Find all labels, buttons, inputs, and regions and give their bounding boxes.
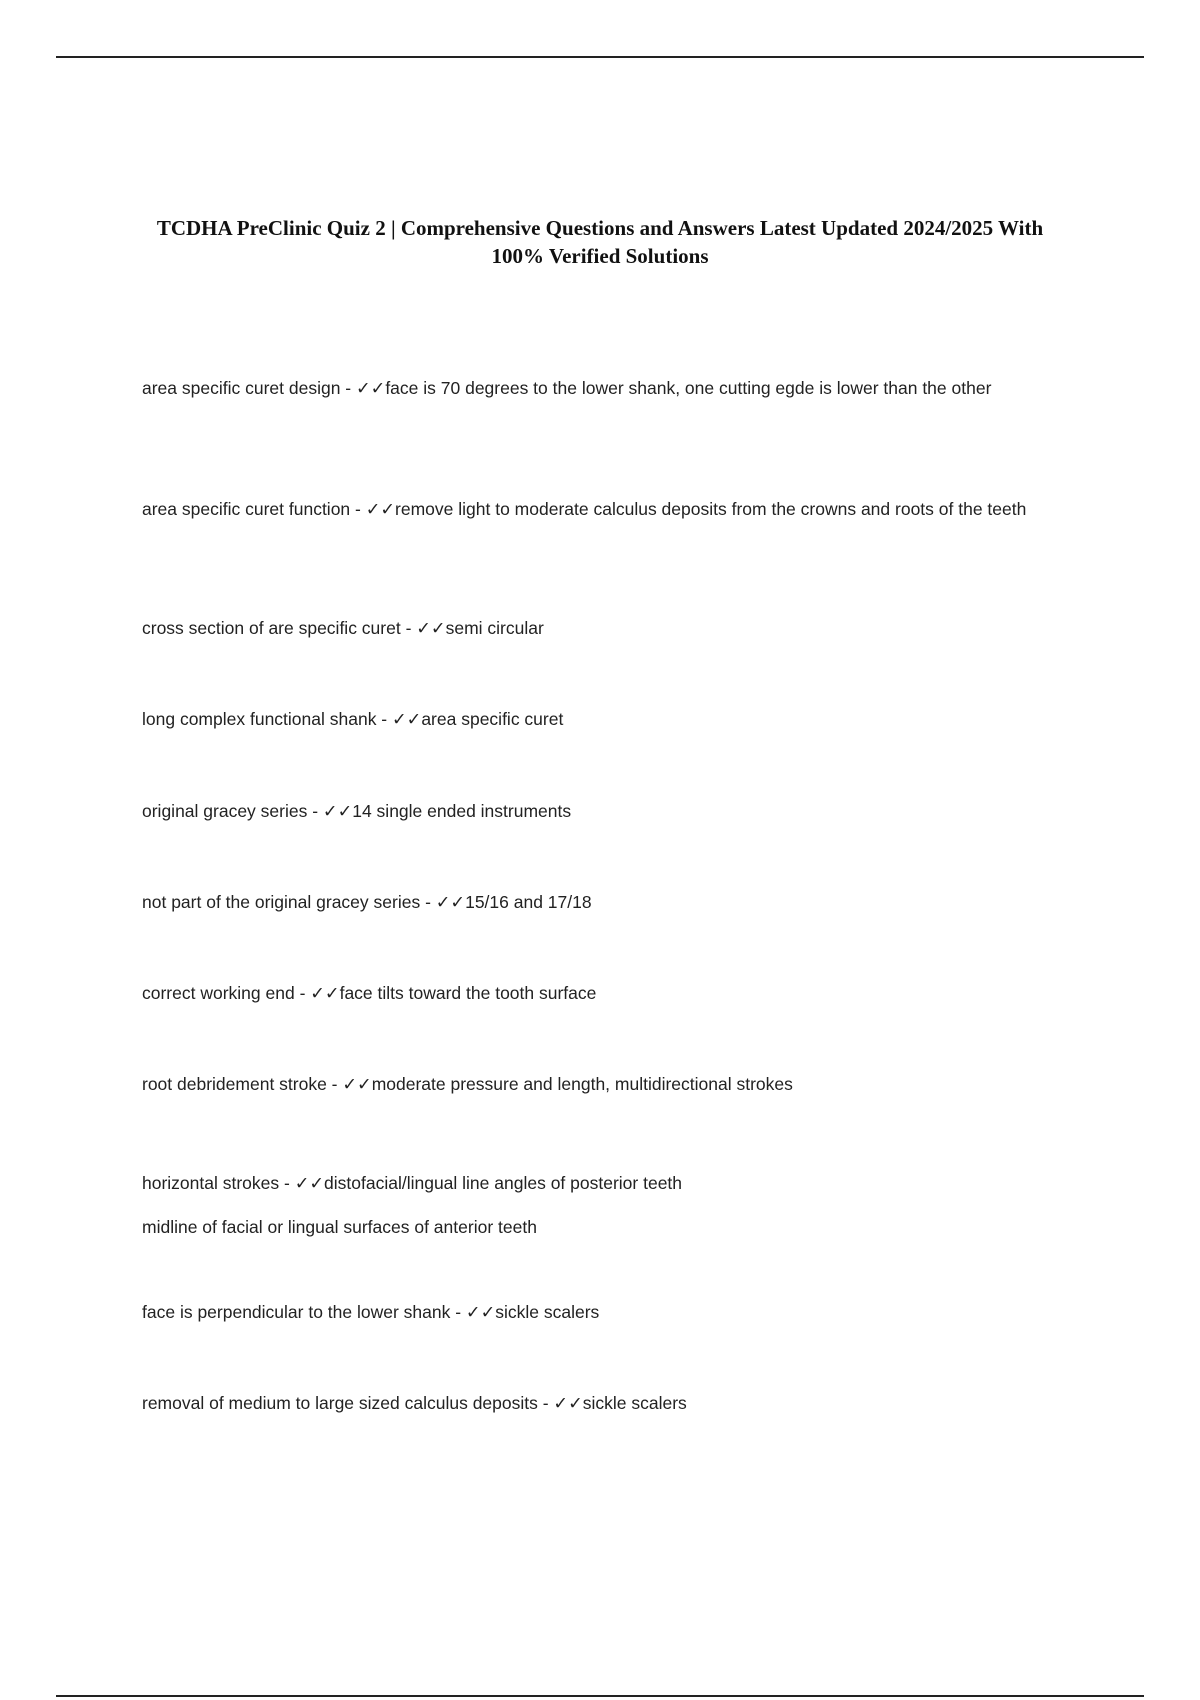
bottom-horizontal-rule <box>56 1695 1144 1697</box>
qa-item: not part of the original gracey series - ✓✓15/16 and 17/18 <box>142 892 592 912</box>
qa-item: root debridement stroke - ✓✓moderate pressure and length, multidirectional strokes <box>142 1074 793 1094</box>
document-title: TCDHA PreClinic Quiz 2 | Comprehensive Questions and Answers Latest Updated 2024/2025 With 100% Verified Solutions <box>156 216 1044 268</box>
qa-item: area specific curet function - ✓✓remove light to moderate calculus deposits from the crowns and roots of the teeth <box>142 499 1027 519</box>
qa-item: long complex functional shank - ✓✓area specific curet <box>142 709 564 729</box>
qa-item: area specific curet design - ✓✓face is 70 degrees to the lower shank, one cutting egde is lower than the other <box>142 378 992 398</box>
qa-item: removal of medium to large sized calculus deposits - ✓✓sickle scalers <box>142 1393 687 1413</box>
qa-item: correct working end - ✓✓face tilts toward the tooth surface <box>142 983 597 1003</box>
qa-item: cross section of are specific curet - ✓✓semi circular <box>142 618 544 638</box>
qa-item: face is perpendicular to the lower shank - ✓✓sickle scalers <box>142 1302 600 1322</box>
qa-item: horizontal strokes - ✓✓distofacial/lingual line angles of posterior teeth midline of facial or lingual surfaces of anterior teeth <box>142 1173 683 1237</box>
qa-item: original gracey series - ✓✓14 single ended instruments <box>142 801 572 821</box>
